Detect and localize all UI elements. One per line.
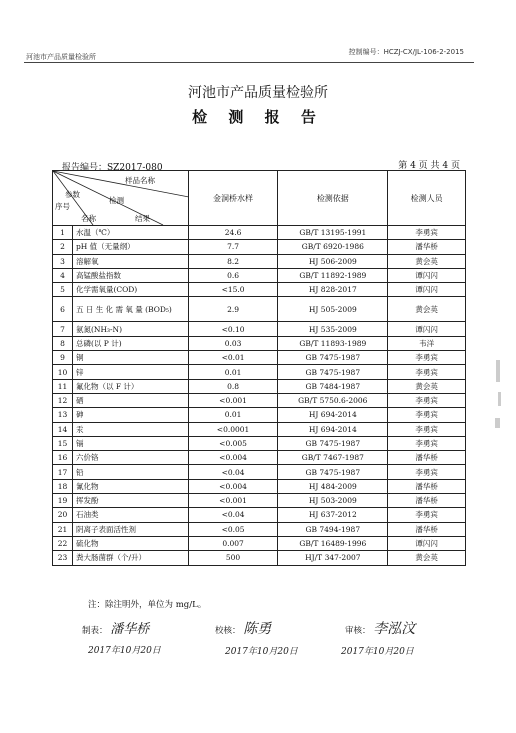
corner-name-label: 名称	[81, 214, 96, 223]
row-person: 李勇宾	[388, 422, 466, 436]
row-value: 0.007	[188, 536, 278, 550]
row-person: 谭闪闪	[388, 322, 466, 336]
row-number: 12	[53, 393, 73, 407]
row-parameter: 石油类	[72, 508, 188, 522]
row-parameter: 镉	[72, 436, 188, 450]
row-person: 李勇宾	[388, 226, 466, 240]
row-value: <0.0001	[188, 422, 278, 436]
row-parameter: 化学需氧量(COD)	[72, 283, 188, 297]
row-number: 17	[53, 465, 73, 479]
table-row	[53, 451, 466, 465]
row-parameter: 锌	[72, 365, 188, 379]
checked-signature-block	[215, 618, 298, 657]
row-basis: GB 7475-1987	[278, 365, 388, 379]
row-person: 李勇宾	[388, 436, 466, 450]
row-basis: HJ 694-2014	[278, 422, 388, 436]
corner-seq-label: 序号	[55, 202, 70, 211]
row-value: 0.8	[188, 379, 278, 393]
row-parameter: 氨氮(NH₃-N)	[72, 322, 188, 336]
row-basis: GB/T 6920-1986	[278, 240, 388, 254]
row-basis: HJ 484-2009	[278, 479, 388, 493]
row-value: 0.01	[188, 365, 278, 379]
row-parameter: 硒	[72, 393, 188, 407]
row-parameter: 五 日 生 化 需 氧 量 (BOD₅)	[72, 297, 188, 322]
row-number: 21	[53, 522, 73, 536]
row-number: 2	[53, 240, 73, 254]
row-number: 23	[53, 551, 73, 565]
row-parameter: 氟化物（以 F 计）	[72, 379, 188, 393]
row-basis: GB 7494-1987	[278, 522, 388, 536]
table-row	[53, 494, 466, 508]
row-person: 李勇宾	[388, 465, 466, 479]
row-basis: HJ/T 347-2007	[278, 551, 388, 565]
table-row	[53, 322, 466, 336]
prepared-signature-block	[82, 618, 161, 656]
row-person: 李勇宾	[388, 508, 466, 522]
row-number: 22	[53, 536, 73, 550]
row-basis: HJ 503-2009	[278, 494, 388, 508]
row-number: 19	[53, 494, 73, 508]
row-person: 黄会英	[388, 551, 466, 565]
row-parameter: pH 值（无量纲）	[72, 240, 188, 254]
header-org-small: 河池市产品质量检验所	[26, 53, 96, 61]
row-person: 韦洋	[388, 336, 466, 350]
unit-note: 注：除注明外，单位为 mg/L。	[88, 600, 207, 610]
row-value: 24.6	[188, 226, 278, 240]
row-value: 0.01	[188, 408, 278, 422]
table-header-row	[53, 171, 466, 226]
row-basis: HJ 505-2009	[278, 297, 388, 322]
row-number: 1	[53, 226, 73, 240]
row-basis: HJ 535-2009	[278, 322, 388, 336]
row-person: 黄会英	[388, 379, 466, 393]
row-value: <0.001	[188, 393, 278, 407]
table-row	[53, 408, 466, 422]
row-number: 18	[53, 479, 73, 493]
row-number: 9	[53, 351, 73, 365]
row-parameter: 铜	[72, 351, 188, 365]
table-row	[53, 536, 466, 550]
row-person: 黄会英	[388, 254, 466, 268]
table-row	[53, 254, 466, 268]
reviewed-signature-block	[341, 618, 416, 657]
binding-seal-marks	[492, 360, 512, 440]
row-parameter: 挥发酚	[72, 494, 188, 508]
table-row	[53, 551, 466, 565]
row-value: <0.004	[188, 451, 278, 465]
report-title: 检 测 报 告	[192, 108, 324, 126]
header-divider	[24, 62, 474, 63]
table-row	[53, 379, 466, 393]
row-basis: HJ 506-2009	[278, 254, 388, 268]
row-basis: GB/T 16489-1996	[278, 536, 388, 550]
report-number: 报告编号：SZ2017-080	[62, 163, 163, 173]
table-row	[53, 522, 466, 536]
header-control-number: 控制编号：HCZJ-CX/JL-106-2-2015	[348, 48, 464, 56]
corner-result-label: 结果	[135, 214, 150, 223]
col-person-header: 检测人员	[388, 171, 466, 226]
row-value: <0.01	[188, 351, 278, 365]
row-basis: GB/T 13195-1991	[278, 226, 388, 240]
col-sample-header: 金洞桥水样	[188, 171, 278, 226]
col-basis-header: 检测依据	[278, 171, 388, 226]
row-parameter: 溶解氧	[72, 254, 188, 268]
row-basis: GB/T 11892-1989	[278, 268, 388, 282]
row-value: <0.005	[188, 436, 278, 450]
row-person: 李勇宾	[388, 351, 466, 365]
row-parameter: 砷	[72, 408, 188, 422]
row-basis: GB/T 7467-1987	[278, 451, 388, 465]
row-person: 潘华桥	[388, 494, 466, 508]
row-person: 黄会英	[388, 297, 466, 322]
row-number: 13	[53, 408, 73, 422]
table-row	[53, 226, 466, 240]
table-row	[53, 479, 466, 493]
row-person: 谭闪闪	[388, 536, 466, 550]
page-number: 第 4 页 共 4 页	[398, 161, 460, 171]
row-parameter: 粪大肠菌群（个/升）	[72, 551, 188, 565]
prepared-signature: 潘华桥	[110, 622, 150, 637]
row-parameter: 汞	[72, 422, 188, 436]
table-row	[53, 351, 466, 365]
table-row	[53, 465, 466, 479]
table-row	[53, 336, 466, 350]
row-parameter: 总磷(以 P 计)	[72, 336, 188, 350]
checked-date: 2017年10月20日	[225, 647, 298, 657]
header-corner-cell	[53, 171, 189, 226]
prepared-date: 2017年10月20日	[88, 646, 161, 656]
reviewed-signature: 李泓汶	[373, 621, 416, 637]
row-basis: HJ 828-2017	[278, 283, 388, 297]
table-row	[53, 422, 466, 436]
row-parameter: 水温（℃）	[72, 226, 188, 240]
row-basis: GB 7475-1987	[278, 436, 388, 450]
organization-title: 河池市产品质量检验所	[188, 85, 328, 101]
row-basis: HJ 694-2014	[278, 408, 388, 422]
results-table	[52, 170, 466, 566]
prepared-label: 制表：	[82, 626, 108, 636]
row-value: <0.10	[188, 322, 278, 336]
row-number: 20	[53, 508, 73, 522]
row-number: 10	[53, 365, 73, 379]
row-value: 0.6	[188, 268, 278, 282]
row-number: 5	[53, 283, 73, 297]
row-person: 李勇宾	[388, 393, 466, 407]
corner-detect-label: 检测	[109, 196, 124, 205]
row-value: <0.05	[188, 522, 278, 536]
checked-label: 校核：	[215, 626, 241, 636]
table-row	[53, 283, 466, 297]
corner-param-label: 参数	[65, 190, 80, 199]
row-value: <0.001	[188, 494, 278, 508]
row-value: <15.0	[188, 283, 278, 297]
row-basis: HJ 637-2012	[278, 508, 388, 522]
table-row	[53, 297, 466, 322]
row-basis: GB/T 11893-1989	[278, 336, 388, 350]
row-value: 0.03	[188, 336, 278, 350]
checked-signature: 陈勇	[243, 621, 272, 637]
row-basis: GB 7484-1987	[278, 379, 388, 393]
row-person: 潘华桥	[388, 451, 466, 465]
reviewed-label: 审核：	[345, 626, 371, 636]
row-number: 15	[53, 436, 73, 450]
row-person: 谭闪闪	[388, 283, 466, 297]
row-person: 潘华桥	[388, 522, 466, 536]
row-number: 16	[53, 451, 73, 465]
row-parameter: 氰化物	[72, 479, 188, 493]
row-number: 3	[53, 254, 73, 268]
table-row	[53, 436, 466, 450]
row-parameter: 硫化物	[72, 536, 188, 550]
table-body	[53, 226, 466, 566]
table-row	[53, 393, 466, 407]
row-person: 潘华桥	[388, 240, 466, 254]
row-basis: GB 7475-1987	[278, 351, 388, 365]
table-row	[53, 365, 466, 379]
row-person: 李勇宾	[388, 365, 466, 379]
row-value: <0.004	[188, 479, 278, 493]
row-value: 8.2	[188, 254, 278, 268]
reviewed-date: 2017年10月20日	[341, 647, 414, 657]
row-person: 谭闪闪	[388, 268, 466, 282]
table-row	[53, 268, 466, 282]
row-person: 李勇宾	[388, 408, 466, 422]
row-number: 7	[53, 322, 73, 336]
row-person: 潘华桥	[388, 479, 466, 493]
table-row	[53, 508, 466, 522]
row-value: <0.04	[188, 465, 278, 479]
row-number: 8	[53, 336, 73, 350]
row-value: 2.9	[188, 297, 278, 322]
row-value: <0.04	[188, 508, 278, 522]
table-row	[53, 240, 466, 254]
row-parameter: 六价铬	[72, 451, 188, 465]
row-value: 7.7	[188, 240, 278, 254]
row-number: 11	[53, 379, 73, 393]
row-value: 500	[188, 551, 278, 565]
row-parameter: 铅	[72, 465, 188, 479]
row-parameter: 阴离子表面活性剂	[72, 522, 188, 536]
row-number: 14	[53, 422, 73, 436]
row-basis: GB/T 5750.6-2006	[278, 393, 388, 407]
row-parameter: 高锰酸盐指数	[72, 268, 188, 282]
corner-sample-label: 样品名称	[125, 176, 155, 185]
row-basis: GB 7475-1987	[278, 465, 388, 479]
row-number: 6	[53, 297, 73, 322]
row-number: 4	[53, 268, 73, 282]
